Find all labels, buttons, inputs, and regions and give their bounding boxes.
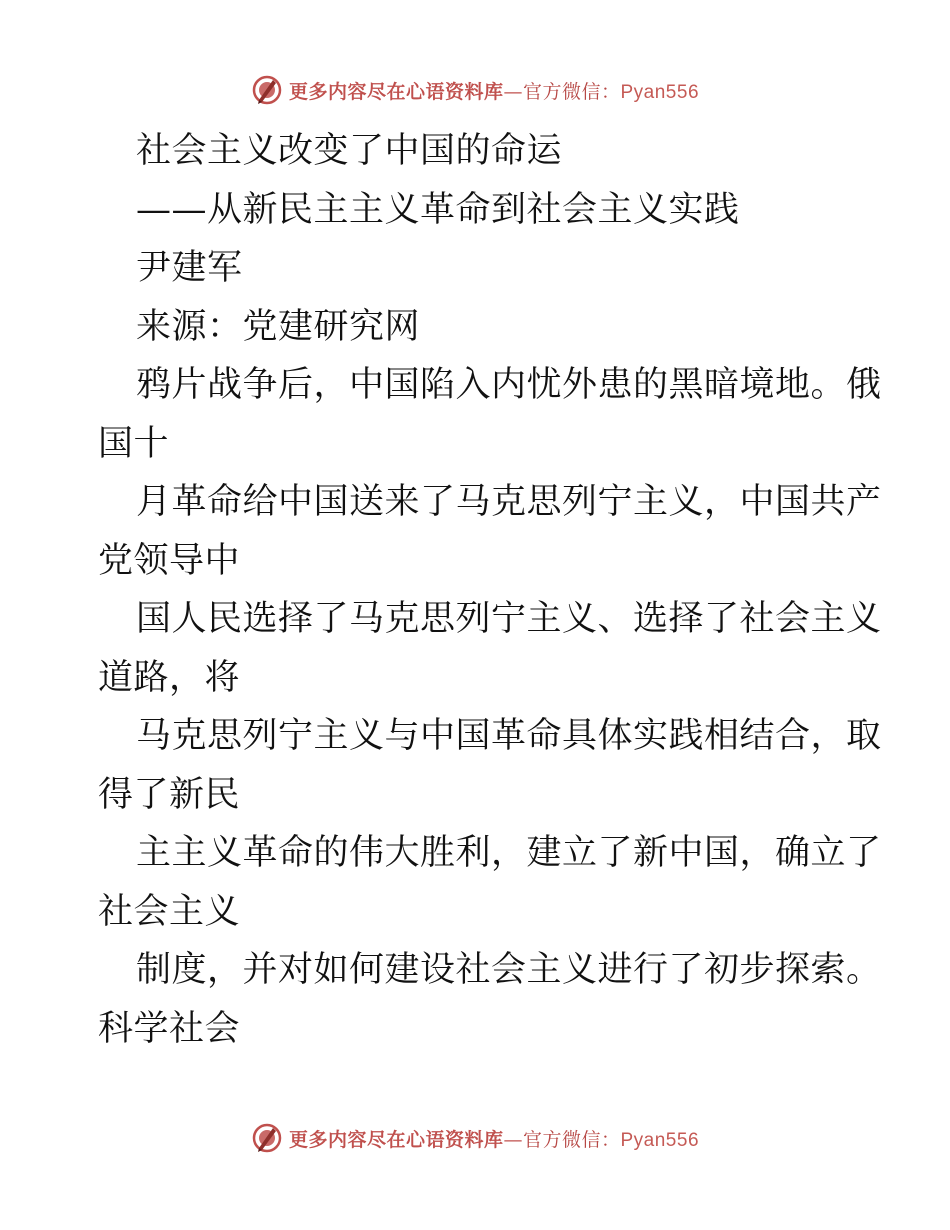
doc-line: 月革命给中国送来了马克思列宁主义，中国共产	[136, 482, 882, 522]
doc-line: 国人民选择了马克思列宁主义、选择了社会主义	[136, 599, 882, 639]
pen-logo-icon	[251, 74, 283, 106]
banner-main-text: 更多内容尽在心语资料库	[288, 80, 504, 103]
banner-wechat-id: Pyan556	[620, 1129, 700, 1151]
header-banner	[0, 70, 950, 110]
banner-wechat-label: 官方微信：	[522, 1128, 621, 1151]
doc-line: ——从新民主主义革命到社会主义实践	[136, 189, 740, 230]
doc-line: 主主义革命的伟大胜利，建立了新中国，确立了	[136, 833, 882, 873]
pen-logo-icon	[251, 1122, 283, 1154]
doc-line: 国十	[98, 423, 170, 464]
doc-line: 制度，并对如何建设社会主义进行了初步探索。	[136, 950, 882, 990]
banner-dash: —	[503, 1128, 523, 1151]
doc-line: 鸦片战争后，中国陷入内忧外患的黑暗境地。俄	[136, 365, 882, 405]
document-body	[98, 122, 882, 1058]
banner-main-text: 更多内容尽在心语资料库	[288, 1128, 504, 1151]
banner-dash: —	[503, 80, 523, 103]
doc-line: 社会主义	[98, 891, 241, 932]
doc-line: 党领导中	[98, 540, 241, 581]
banner-wechat-label: 官方微信：	[522, 80, 621, 103]
doc-line: 道路，将	[98, 657, 241, 698]
banner-wechat-id: Pyan556	[620, 81, 700, 103]
doc-line: 尹建军	[136, 248, 243, 288]
doc-line: 得了新民	[98, 774, 241, 815]
doc-line: 科学社会	[98, 1008, 241, 1049]
doc-line: 社会主义改变了中国的命运	[136, 131, 563, 171]
doc-line: 来源：党建研究网	[136, 306, 421, 347]
banner-text	[289, 77, 699, 104]
doc-line: 马克思列宁主义与中国革命具体实践相结合，取	[136, 716, 882, 756]
footer-banner	[0, 1118, 950, 1158]
banner-text	[289, 1125, 699, 1152]
